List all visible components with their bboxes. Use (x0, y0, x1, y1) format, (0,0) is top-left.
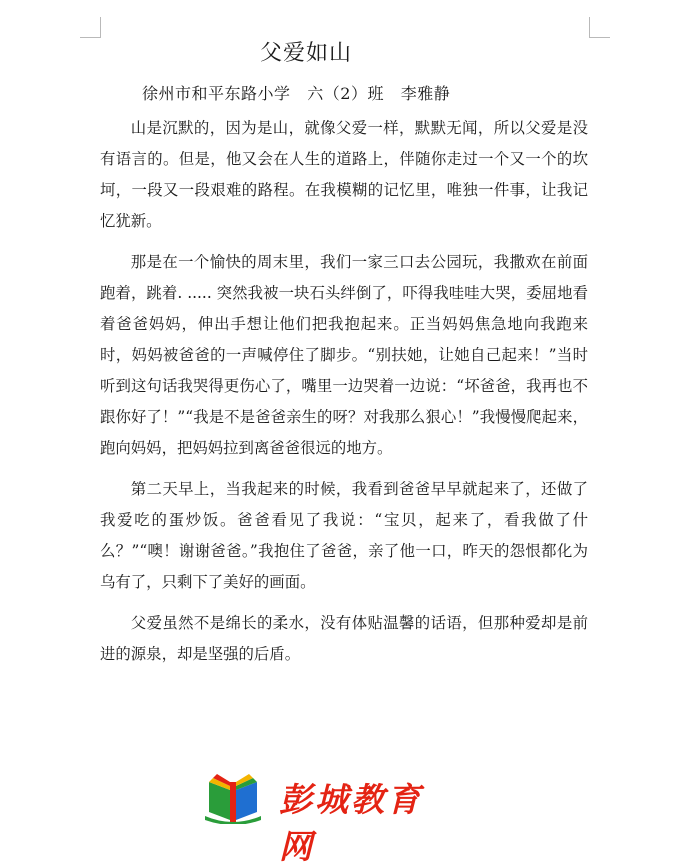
document-title: 父爱如山 (259, 41, 352, 66)
author-byline: 徐州市和平东路小学 六（2）班 李雅静 (142, 84, 451, 103)
footer-logo (203, 768, 453, 866)
open-book-logo-icon (203, 768, 263, 824)
crop-mark-top-left (80, 17, 101, 38)
paragraph: 那是在一个愉快的周末里，我们一家三口去公园玩，我撒欢在前面跑着，跳着. ..... 突然我被一块石头绊倒了，吓得我哇哇大哭，委屈地看着爸爸妈妈，伸出手想让他们把我抱起来。正当妈妈焦急地向我跑来时，妈妈被爸爸的一声喊停住了脚步。“别扶她，让她自己起来！”当时听到这句话我哭得更伤心了，嘴里一边哭着一边说：“坏爸爸，我再也不跟你好了！”“我是不是爸爸亲生的呀？对我那么狠心！”我慢慢爬起来，跑向妈妈，把妈妈拉到离爸爸很远的地方。 (100, 253, 588, 457)
document-body (100, 113, 588, 670)
crop-mark-top-right (589, 17, 610, 38)
paragraph: 第二天早上，当我起来的时候，我看到爸爸早早就起来了，还做了我爱吃的蛋炒饭。爸爸看见了我说：“宝贝，起来了，看我做了什么？”“噢！谢谢爸爸。”我抱住了爸爸，亲了他一口，昨天的怨恨都化为乌有了，只剩下了美好的画面。 (100, 480, 588, 591)
paragraph: 山是沉默的，因为是山，就像父爱一样，默默无闻，所以父爱是没有语言的。但是，他又会在人生的道路上，伴随你走过一个又一个的坎坷，一段又一段艰难的路程。在我模糊的记忆里，唯独一件事，让我记忆犹新。 (100, 119, 588, 230)
paragraph: 父爱虽然不是绵长的柔水，没有体贴温馨的话语，但那种爱却是前进的源泉，却是坚强的后盾。 (100, 614, 588, 663)
logo-text: 彭城教育网 (279, 780, 423, 866)
